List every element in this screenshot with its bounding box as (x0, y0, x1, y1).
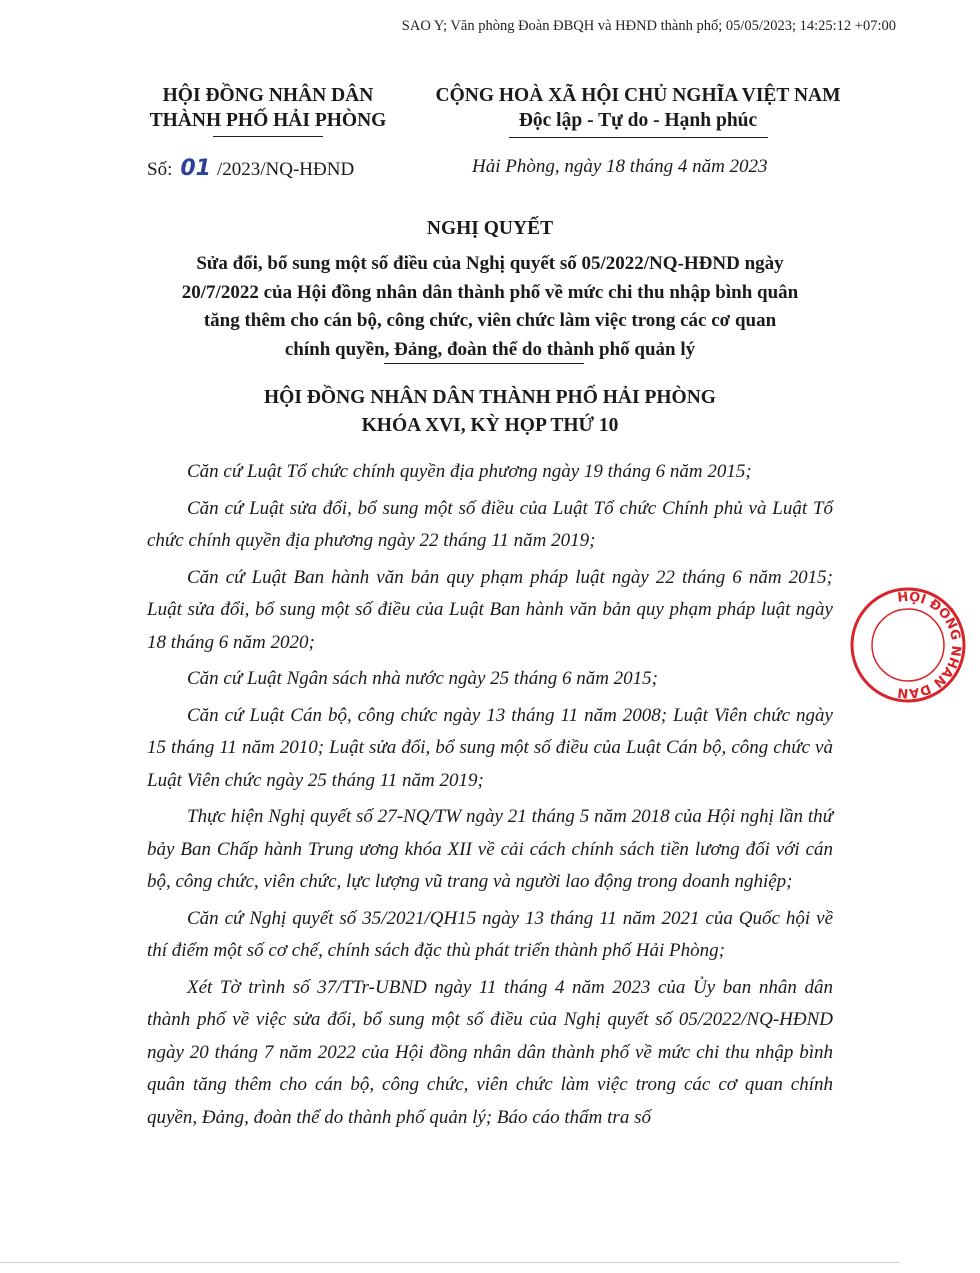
motto-line-1: CỘNG HOÀ XÃ HỘI CHỦ NGHĨA VIỆT NAM (435, 85, 841, 106)
preamble (147, 456, 833, 1138)
title-line: chính quyền, Đảng, đoàn thể do thành phố quản lý (284, 338, 696, 360)
title-line: Sửa đổi, bổ sung một số điều của Nghị quyết số 05/2022/NQ-HĐND ngày (196, 253, 784, 274)
digital-copy-stamp: SAO Y; Văn phòng Đoàn ĐBQH và HĐND thành phố; 05/05/2023; 14:25:12 +07:00 (401, 18, 896, 34)
place-date: Hải Phòng, ngày 18 tháng 4 năm 2023 (472, 156, 768, 177)
issuer-header (128, 83, 408, 133)
preamble-paragraph: Căn cứ Luật Cán bộ, công chức ngày 13 tháng 11 năm 2008; Luật Viên chức ngày 15 tháng 11 năm 2010; Luật sửa đổi, bổ sung một số điều của Luật Cán bộ, công chức và Luật Viên chức ngày 25 tháng 11 năm 2019; (147, 704, 833, 791)
council-line-2: KHÓA XVI, KỲ HỌP THỨ 10 (361, 415, 619, 436)
preamble-paragraph: Xét Tờ trình số 37/TTr-UBND ngày 11 tháng 4 năm 2023 của Ủy ban nhân dân thành phố về việc sửa đổi, bổ sung một số điều của Nghị quyết số 05/2022/NQ-HĐND ngày 20 tháng 7 năm 2022 của Hội đồng nhân dân thành phố về mức chi thu nhập bình quân tăng thêm cho cán bộ, công chức, viên chức làm việc trong các cơ quan chính quyền, Đảng, đoàn thể do thành phố quản lý; Báo cáo thẩm tra số (147, 976, 833, 1128)
issuer-underline (213, 136, 323, 137)
document-type: NGHỊ QUYẾT (426, 218, 554, 239)
title-line: tăng thêm cho cán bộ, công chức, viên chức làm việc trong các cơ quan (203, 310, 777, 331)
preamble-paragraph: Căn cứ Luật Ngân sách nhà nước ngày 25 tháng 6 năm 2015; (187, 668, 659, 689)
svg-text:HỘI ĐỒNG NHÂN DÂN: HỘI ĐỒNG NHÂN DÂN (896, 589, 964, 701)
document-title (150, 250, 830, 364)
title-line: 20/7/2022 của Hội đồng nhân dân thành phố về mức chi thu nhập bình quân (181, 281, 799, 303)
red-seal-stamp (848, 585, 968, 705)
handwritten-number: 01 (180, 156, 211, 181)
issuer-line-1: HỘI ĐỒNG NHÂN DÂN (162, 85, 374, 106)
document-number (147, 156, 354, 181)
council-heading (150, 384, 830, 440)
number-label: Số: (147, 159, 173, 180)
page-bottom-edge (0, 1262, 900, 1263)
number-suffix: /2023/NQ-HĐND (216, 159, 355, 180)
council-line-1: HỘI ĐỒNG NHÂN DÂN THÀNH PHỐ HẢI PHÒNG (264, 387, 716, 408)
preamble-paragraph: Căn cứ Luật sửa đổi, bổ sung một số điều của Luật Tổ chức Chính phủ và Luật Tổ chức chính quyền địa phương ngày 22 tháng 11 năm 2019; (147, 497, 833, 551)
title-underline (384, 363, 584, 364)
preamble-paragraph: Căn cứ Luật Ban hành văn bản quy phạm pháp luật ngày 22 tháng 6 năm 2015; Luật sửa đổi, bổ sung một số điều của Luật Ban hành văn bản quy phạm pháp luật ngày 18 tháng 6 năm 2020; (147, 566, 833, 653)
motto-underline (509, 137, 768, 138)
preamble-paragraph: Căn cứ Luật Tổ chức chính quyền địa phương ngày 19 tháng 6 năm 2015; (187, 461, 752, 482)
preamble-paragraph: Thực hiện Nghị quyết số 27-NQ/TW ngày 21 tháng 5 năm 2018 của Hội nghị lần thứ bảy Ban Chấp hành Trung ương khóa XII về cải cách chính sách tiền lương đối với cán bộ, công chức, viên chức, lực lượng vũ trang và người lao động trong doanh nghiệp; (147, 806, 833, 892)
motto-header (418, 83, 858, 133)
issuer-line-2: THÀNH PHỐ HẢI PHÒNG (149, 110, 387, 131)
motto-line-2: Độc lập - Tự do - Hạnh phúc (518, 110, 758, 131)
preamble-paragraph: Căn cứ Nghị quyết số 35/2021/QH15 ngày 13 tháng 11 năm 2021 của Quốc hội về thí điểm một số cơ chế, chính sách đặc thù phát triển thành phố Hải Phòng; (147, 907, 833, 961)
